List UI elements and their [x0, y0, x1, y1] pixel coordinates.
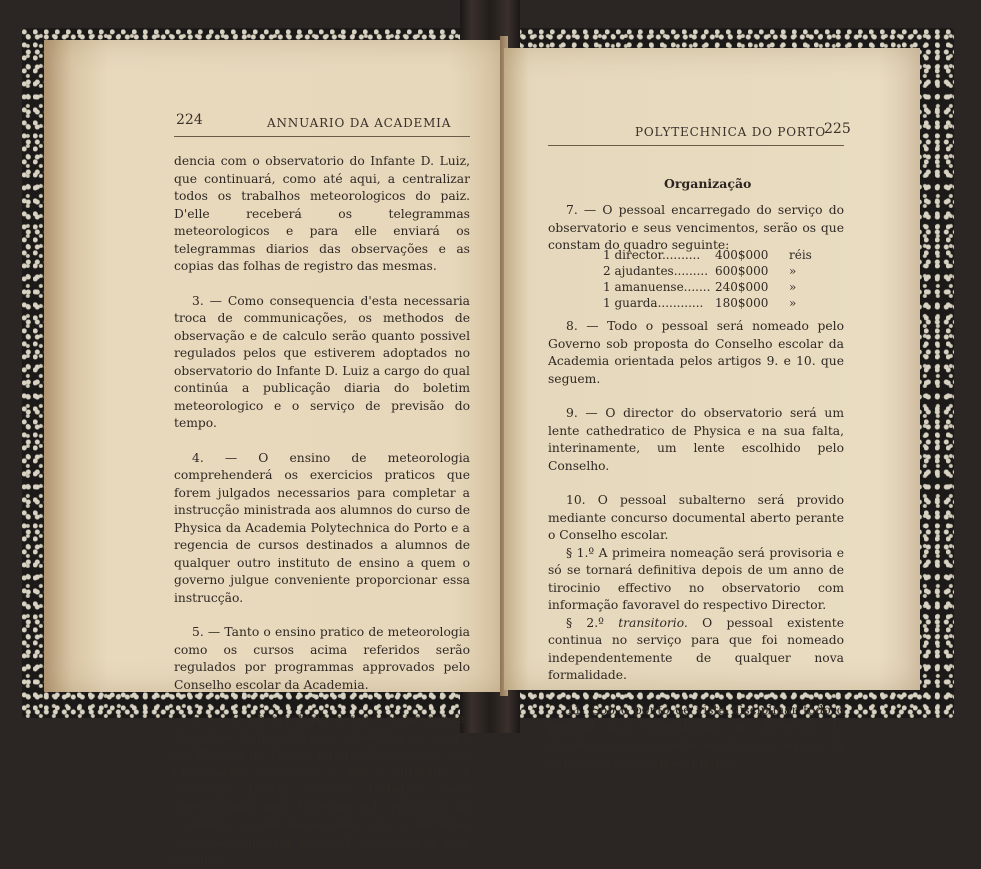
paragraph-7: 7. — O pessoal encarregado do serviço do observatorio e seus vencimentos, serão os que constam do quadro seguinte: [548, 203, 844, 252]
left-running-head: ANNUARIO DA ACADEMIA [267, 116, 452, 130]
right-page-number: 225 [824, 121, 851, 137]
paragraph-6: 6. — O observatorio deverá emprehender trabalhos de investigação scientifica no campo da Physica do Globo, independentemente das observações correntes a que é obrigado. A natureza, porém, d'estes trabalhos será determinada pelo Governo sob proposta do Conselho escolar de accordo com os recursos materiaes que fôr possivel consagrar a este destino. [174, 712, 470, 866]
salary-unit: » [789, 280, 797, 294]
section-title: Organização [664, 176, 752, 191]
salary-amount: 400$000 [715, 248, 769, 262]
left-text-block [174, 153, 470, 869]
salary-amount: 600$000 [715, 264, 769, 278]
salary-role: 2 ajudantes......... [603, 264, 709, 278]
left-page-number: 224 [176, 112, 203, 128]
paragraph-8: 8. — Todo o pessoal será nomeado pelo Governo sob proposta do Conselho escolar da Academia orientada pelos artigos 9. e 10. que seguem. [548, 319, 844, 386]
salary-row [603, 279, 829, 295]
salary-row [603, 247, 829, 263]
salary-table [603, 247, 829, 311]
paragraph-continuation: dencia com o observatorio do Infante D. Luiz, que continuará, como até aqui, a centralizar todos os trabalhos meteorologicos do paiz. D'elle receberá os telegrammas meteorologicos e para elle enviará os telegrammas diarios das observações e as copias das folhas de registro das mesmas. [174, 154, 470, 273]
paragraph-10-section-1: § 1.º A primeira nomeação será provisoria e só se tornará definitiva depois de um anno de tirocinio effectivo no observatorio com informação favoravel do respectivo Director. [548, 545, 844, 612]
paragraph-10-section-2 [548, 615, 844, 685]
paragraph-11: 11. Sob o ponto de vista disciplinar todo o pessoal fica subordinado ao Director da Academia e ao Conselho escolar nos termos da legislação academica vigente. [548, 702, 844, 769]
paragraph-3: 3. — Como consequencia d'esta necessaria troca de communicações, os methodos de observação e de calculo serão quanto possivel regulados pelos que estiverem adoptados no observatorio do Infante D. Luiz a cargo do qual continúa a publicação diaria do boletim meteorologico e o serviço de previsão do tempo. [174, 293, 470, 430]
section-2-term: transitorio. [618, 615, 688, 630]
section-2-text: O pessoal existente continua no serviço para que foi nomeado independentemente de qualquer nova formalidade. [548, 615, 844, 682]
section-2-label: § 2.º [566, 615, 604, 630]
salary-unit: » [789, 296, 797, 310]
right-running-head: POLYTECHNICA DO PORTO [635, 125, 826, 139]
salary-role: 1 director.......... [603, 248, 701, 262]
paragraph-4: 4. — O ensino de meteorologia comprehenderá os exercicios praticos que forem julgados necessarios para completar a instrucção ministrada aos alumnos do curso de Physica da Academia Polytechnica do Porto e a regencia de cursos destinados a alumnos de qualquer outro instituto de ensino a quem o governo julgue conveniente proporcionar essa instrucção. [174, 450, 470, 605]
salary-row [603, 295, 829, 311]
right-text-block [548, 318, 844, 772]
salary-unit: réis [789, 248, 812, 262]
right-header-rule [548, 145, 844, 146]
salary-amount: 180$000 [715, 296, 769, 310]
salary-role: 1 guarda............ [603, 296, 704, 310]
salary-row [603, 263, 829, 279]
left-header-rule [174, 136, 470, 137]
paragraph-10: 10. O pessoal subalterno será provido mediante concurso documental aberto perante o Conselho escolar. [548, 493, 844, 542]
paragraph-5: 5. — Tanto o ensino pratico de meteorologia como os cursos acima referidos serão regulados por programmas approvados pelo Conselho escolar da Academia. [174, 625, 470, 692]
salary-unit: » [789, 264, 797, 278]
paragraph-9: 9. — O director do observatorio será um lente cathedratico de Physica e na sua falta, interinamente, um lente escolhido pelo Conselho. [548, 406, 844, 473]
salary-role: 1 amanuense....... [603, 280, 711, 294]
salary-amount: 240$000 [715, 280, 769, 294]
